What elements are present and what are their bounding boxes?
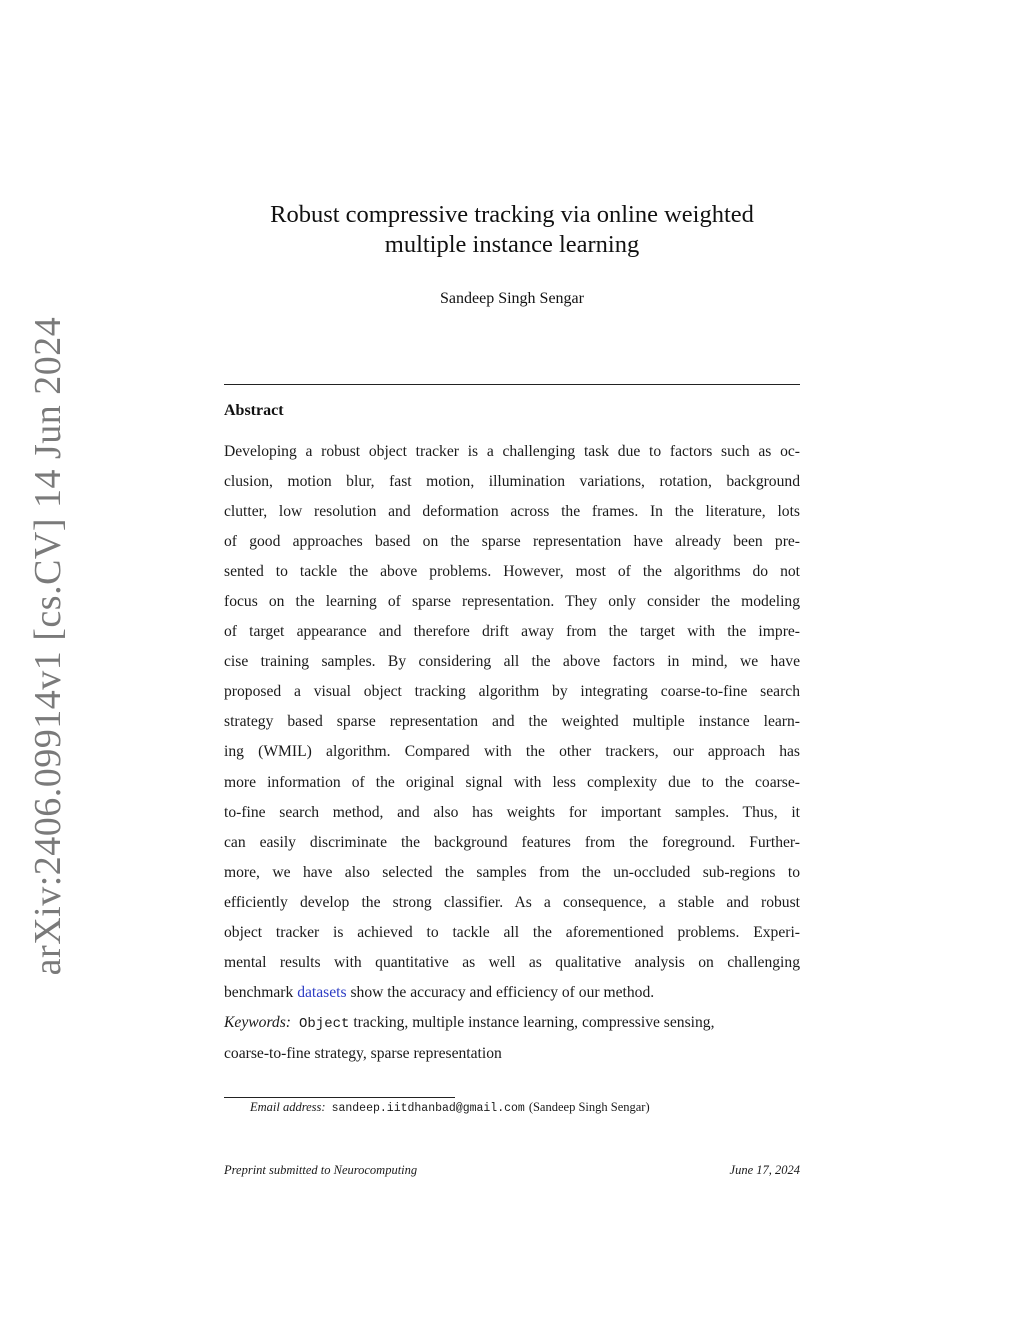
abstract-line: can easily discriminate the background features from the foreground. Further-	[224, 833, 800, 851]
paper-title	[224, 200, 800, 260]
abstract-line: focus on the learning of sparse representation. They only consider the modeling	[224, 593, 800, 611]
arxiv-identifier-stamp: arXiv:2406.09914v1 [cs.CV] 14 Jun 2024	[27, 316, 69, 976]
abstract-line: mental results with quantitative as well as qualitative analysis on challenging	[224, 953, 800, 971]
abstract-line: ing (WMIL) algorithm. Compared with the other trackers, our approach has	[224, 743, 800, 761]
keywords-block	[224, 1008, 800, 1069]
abstract-line: cise training samples. By considering all the above factors in mind, we have	[224, 653, 800, 671]
abstract-line: clusion, motion blur, fast motion, illumination variations, rotation, background	[224, 473, 800, 491]
footnote-email[interactable]: sandeep.iitdhanbad@gmail.com	[331, 1102, 525, 1115]
datasets-link[interactable]: datasets	[297, 983, 347, 1001]
preprint-note: Preprint submitted to Neurocomputing	[224, 1163, 418, 1177]
abstract-line: proposed a visual object tracking algorithm by integrating coarse-to-fine search	[224, 683, 800, 701]
keywords-first-word: Object	[299, 1016, 350, 1032]
keywords-rest: tracking, multiple instance learning, compressive sensing,	[353, 1014, 715, 1031]
footnote-rule	[224, 1097, 455, 1098]
abstract-line: efficiently develop the strong classifier. As a consequence, a stable and robust	[224, 893, 800, 911]
abstract-last-line	[224, 978, 800, 1008]
abstract-line: to-fine search method, and also has weights for important samples. Thus, it	[224, 803, 800, 821]
paper-title-line-2: multiple instance learning	[384, 231, 640, 258]
paper-title-line-1: Robust compressive tracking via online weighted	[270, 201, 754, 228]
footnote-label: Email address:	[250, 1100, 326, 1114]
abstract-line: more information of the original signal with less complexity due to the coarse-	[224, 773, 800, 791]
abstract-line: sented to tackle the above problems. However, most of the algorithms do not	[224, 563, 800, 581]
abstract-line: clutter, low resolution and deformation across the frames. In the literature, lots	[224, 503, 800, 521]
preprint-date: June 17, 2024	[729, 1163, 800, 1177]
abstract-heading: Abstract	[224, 402, 284, 419]
abstract-line: more, we have also selected the samples from the un-occluded sub-regions to	[224, 863, 800, 881]
abstract-top-rule	[224, 384, 800, 385]
abstract-line: Developing a robust object tracker is a challenging task due to factors such as oc-	[224, 443, 800, 460]
abstract-line: of good approaches based on the sparse representation have already been pre-	[224, 533, 800, 551]
abstract-line: object tracker is achieved to tackle all the aforementioned problems. Experi-	[224, 923, 800, 941]
abstract-line: strategy based sparse representation and the weighted multiple instance learn-	[224, 713, 800, 731]
abstract-last-line-start: benchmark	[224, 983, 294, 1001]
abstract-body	[224, 437, 800, 1008]
keywords-label: Keywords:	[224, 1014, 291, 1031]
keywords-line-1	[224, 1008, 800, 1039]
keywords-line-2: coarse-to-fine strategy, sparse representation	[224, 1045, 502, 1062]
abstract-line: of target appearance and therefore drift away from the target with the impre-	[224, 623, 800, 641]
email-footnote	[250, 1100, 650, 1115]
author-name: Sandeep Singh Sengar	[440, 290, 584, 307]
abstract-last-line-end: show the accuracy and efficiency of our method.	[350, 983, 655, 1001]
footnote-author: (Sandeep Singh Sengar)	[528, 1100, 650, 1114]
